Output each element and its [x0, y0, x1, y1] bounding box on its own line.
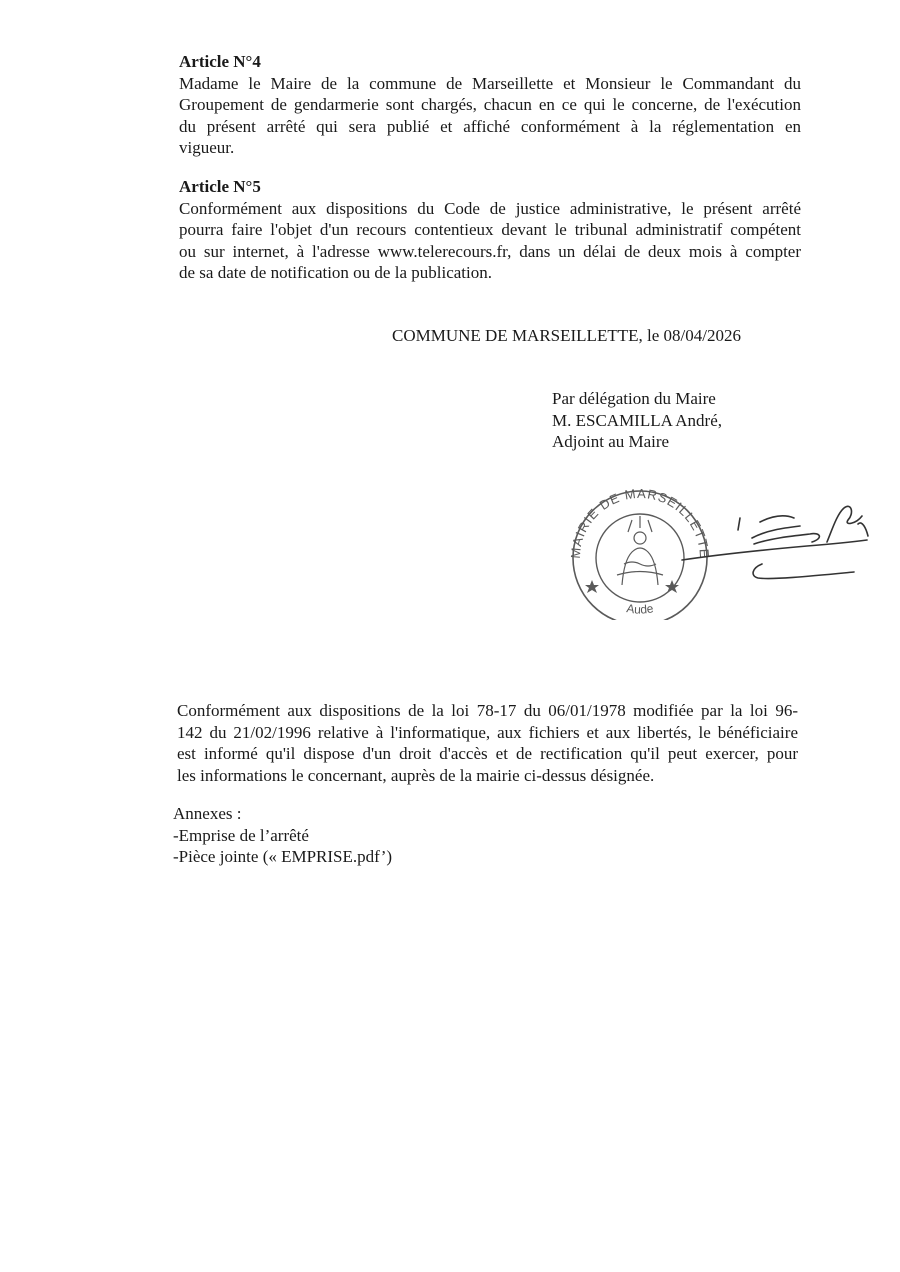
data-protection-notice — [177, 700, 798, 786]
article-5-line: de sa date de notification ou de la publication. — [179, 263, 492, 282]
article-5-line: pourra faire l'objet d'un recours contentieux devant le tribunal administratif compétent — [179, 220, 801, 239]
article-4-heading: Article N°4 — [179, 52, 261, 71]
mayor-stamp-and-signature — [562, 480, 892, 620]
article-4-line: Groupement de gendarmerie sont chargés, chacun en ce qui le concerne, de l'exécution — [179, 95, 801, 114]
place-date: COMMUNE DE MARSEILLETTE, le 08/04/2026 — [392, 326, 741, 345]
article-4-line: du présent arrêté qui sera publié et affiché conformément à la réglementation en — [179, 116, 801, 136]
article-5-heading: Article N°5 — [179, 177, 261, 196]
notice-line: les informations le concernant, auprès de la mairie ci-dessus désignée. — [177, 765, 655, 785]
seal-outer-text: MAIRIE DE MARSEILLETTE — [567, 485, 713, 560]
signatory-role: Adjoint au Maire — [552, 432, 670, 451]
seal-figure-icon — [617, 516, 663, 585]
notice-line: est informé qu'il dispose d'un droit d'accès et de rectification qu'il peut exercer, pour — [177, 744, 798, 763]
notice-line: Conformément aux dispositions de la loi 78-17 du 06/01/1978 modifiée par la loi 96- — [177, 701, 798, 720]
article-5-line: Conformément aux dispositions du Code de justice administrative, le présent arrêté — [179, 198, 801, 218]
notice-line: 142 du 21/02/1996 relative à l'informatique, aux fichiers et aux libertés, le bénéficiaire — [177, 722, 798, 742]
annex-item: -Pièce jointe (« EMPRISE.pdf’) — [173, 847, 393, 866]
seal-bottom-text: Aude — [625, 601, 655, 617]
seal-star-icon — [585, 580, 679, 593]
article-4-line: vigueur. — [179, 138, 235, 157]
annexes — [173, 803, 392, 868]
signatory-name: M. ESCAMILLA André, — [552, 410, 722, 430]
annex-item: -Emprise de l’arrêté — [173, 825, 309, 845]
article-5 — [179, 176, 801, 284]
article-4-line: Madame le Maire de la commune de Marseillette et Monsieur le Commandant du — [179, 73, 801, 93]
delegation-line: Par délégation du Maire — [552, 389, 716, 408]
annexes-title: Annexes : — [173, 804, 242, 823]
article-5-line: ou sur internet, à l'adresse www.telerecours.fr, dans un délai de deux mois à compter — [179, 241, 801, 261]
signatory-block — [552, 388, 722, 453]
article-4 — [179, 51, 801, 159]
